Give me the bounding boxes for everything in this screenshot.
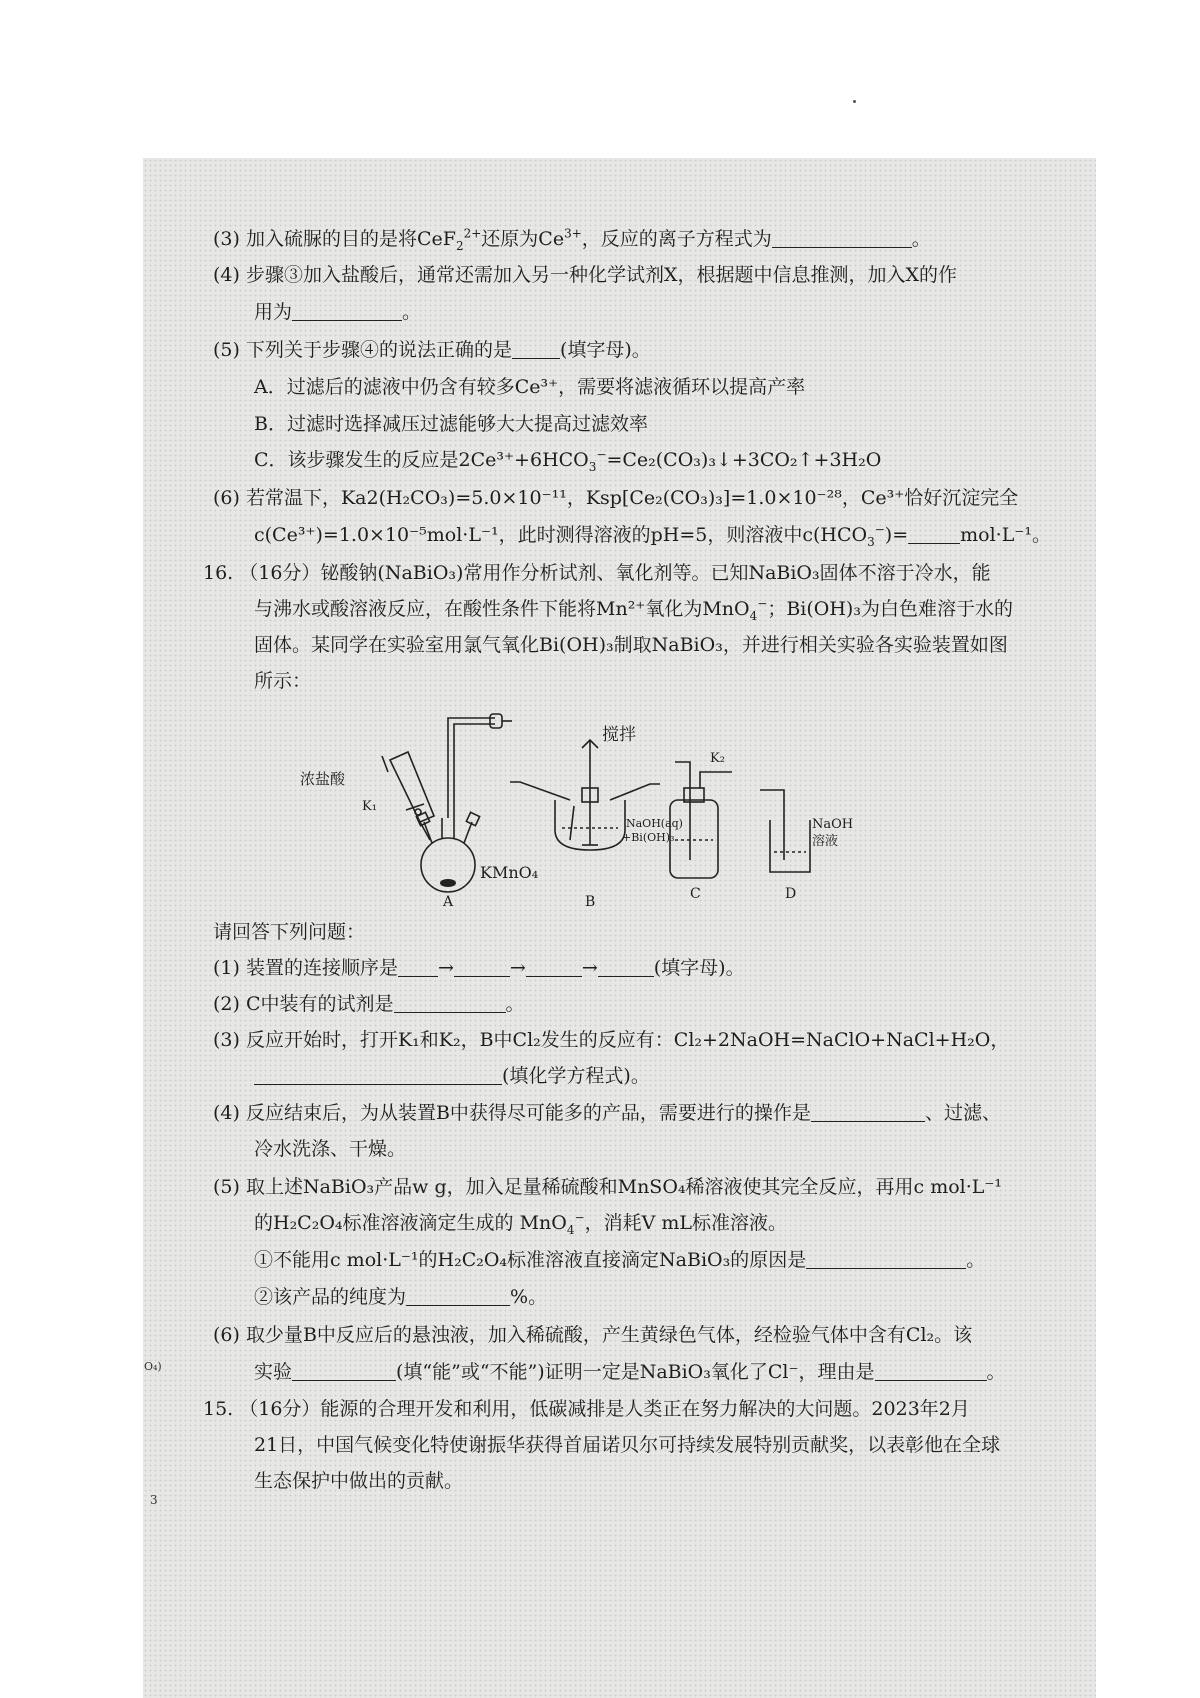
item-number: (6) [213,487,240,509]
answer-blank[interactable] [806,1250,966,1269]
q16-line3 [254,633,1008,657]
answer-blank[interactable] [406,1287,510,1306]
q5-option-a [254,375,805,399]
q16-3-text: 反应开始时，打开K₁和K₂，B中Cl₂发生的反应有：Cl₂+2NaOH=NaClO+NaCl+H₂O， [245,1029,1010,1051]
label-conc-hcl: 浓盐酸 [300,770,346,788]
page-number: 3 [150,1493,158,1507]
q-cont-3: (3) 加入硫脲的目的是将CeF$_2^{2+}$还原为$Ce^{3+}$，反应的离子方程式为 。 [213,226,931,253]
q16-3-end: (填化学方程式)。 [502,1065,650,1087]
dropping-funnel-icon [390,752,434,822]
permanganate-formula: MnO$_4$− [519,1210,585,1237]
q16-header-text: 16. （16分）铋酸钠(NaBiO₃)常用作分析试剂、氧化剂等。已知NaBiO₃固体不溶于冷水，能 [203,562,991,584]
q16-5-line2-text: ，消耗V mL标准溶液。 [584,1212,787,1234]
apparatus-diagram [300,700,920,910]
q16-4-line2-text: 冷水洗涤、干燥。 [254,1138,407,1160]
answer-blank[interactable] [526,958,582,977]
beaker-d-icon [770,820,810,872]
q16-line4-text: 所示： [254,670,312,692]
item-number: (1) [213,957,240,979]
permanganate-formula: MnO$_4$− [702,596,768,623]
prompt-text: 请回答下列问题： [213,921,366,943]
q3-text: 还原为Ce [481,228,565,250]
label-b-reagent1: NaOH(aq) [626,817,683,830]
answer-blank[interactable] [512,340,560,359]
q16-line2-text: ；Bi(OH)₃为白色难溶于水的 [767,598,1013,620]
q16-2 [213,992,525,1016]
q-cont-5 [213,338,651,362]
option-b-text: B．过滤时选择减压过滤能够大大提高过滤效率 [254,413,648,435]
q16-4-line2 [254,1137,406,1161]
q16-line2-text: 与沸水或酸溶液反应，在酸性条件下能将Mn²⁺氧化为 [254,598,703,620]
arrow-icon: → [437,957,454,979]
q16-3-line2 [254,1064,650,1088]
answer-blank[interactable] [394,994,506,1013]
q16-4 [213,1101,1001,1125]
item-number: (4) [213,264,240,286]
q16-5-sub1-text: ①不能用c mol·L⁻¹的H₂C₂O₄标准溶液直接滴定NaBiO₃的原因是 [254,1249,807,1271]
q16-5-line2-text: 的H₂C₂O₄标准溶液滴定生成的 [254,1212,514,1234]
option-c-text: =Ce₂(CO₃)₃↓+3CO₂↑+3H₂O [606,449,882,471]
q15-line2-text: 21日，中国气候变化特使谢振华获得首届诺贝尔可持续发展特别贡献奖，以表彰他在全球 [254,1434,1001,1456]
q16-6-text: 取少量B中反应后的悬浊液，加入稀硫酸，产生黄绿色气体，经检验气体中含有Cl₂。该 [245,1324,973,1346]
q16-5-sub1-end: 。 [966,1249,986,1271]
q16-2-text: C中装有的试剂是 [245,993,394,1015]
q16-prompt [213,920,365,944]
margin-fragment: O₄) [144,1360,162,1373]
q16-5-sub2-end: %。 [510,1286,548,1308]
q16-6-line2-text: 实验 [254,1361,293,1383]
q4-line2: 用为 [254,301,293,323]
option-c-text: C．该步骤发生的反应是2Ce³⁺+6 [254,449,543,471]
q16-5-sub2-text: ②该产品的纯度为 [254,1286,407,1308]
answer-blank[interactable] [398,958,438,977]
q6-line2: mol·L⁻¹。 [960,524,1051,546]
q16-2-end: 。 [505,993,525,1015]
q16-4-text: 反应结束后，为从装置B中获得尽可能多的产品，需要进行的操作是 [245,1102,811,1124]
q6-line1: 若常温下，Ka2(H₂CO₃)=5.0×10⁻¹¹，Ksp[Ce₂(CO₃)₃]=1.0×10⁻²⁸，Ce³⁺恰好沉淀完全 [245,487,1019,509]
label-b: B [585,894,596,910]
q16-4-text: 、过滤、 [924,1102,1001,1124]
item-number: (3) [213,1029,240,1051]
q3-text: ，反应的离子方程式为 [581,228,772,250]
answer-blank[interactable] [811,1103,925,1122]
q16-5-text: 取上述NaBiO₃产品w g，加入足量稀硫酸和MnSO₄稀溶液使其完全反应，再用c mol·L⁻¹ [245,1176,1003,1198]
label-b-reagent2: +Bi(OH)₃ [622,831,675,844]
answer-blank[interactable] [454,958,510,977]
q16-line4 [254,669,311,693]
q15-line3 [254,1469,463,1493]
answer-blank[interactable] [908,525,960,544]
label-stir: 搅拌 [602,725,636,745]
q16-1-text: 装置的连接顺序是 [245,957,398,979]
item-number: (4) [213,1102,240,1124]
arrow-icon: → [509,957,526,979]
q16-3 [213,1028,1009,1052]
arrow-icon: → [581,957,598,979]
q5-option-b [254,412,648,436]
label-d: D [785,886,797,902]
stray-dot [853,100,856,103]
q4-end: 。 [402,301,422,323]
q16-5 [213,1175,1002,1199]
q15-line1 [203,1397,970,1421]
label-k1: K₁ [362,799,377,814]
q15-line3-text: 生态保护中做出的贡献。 [254,1470,464,1492]
label-c: C [690,886,701,902]
q16-6-line2-text: (填“能”或“不能”)证明一定是NaBiO₃氧化了Cl⁻，理由是 [396,1361,875,1383]
item-number: (3) [213,228,240,250]
q-cont-4-line2 [254,300,421,324]
q16-5-line2 [254,1211,787,1235]
kmno4-solid-icon [440,879,456,887]
item-number: (2) [213,993,240,1015]
q3-end: 。 [911,228,931,250]
q16-1-end: (填字母)。 [653,957,745,979]
q16-5-sub1 [254,1248,985,1272]
answer-blank[interactable] [254,1066,502,1085]
q15-line2 [254,1433,1000,1457]
q-cont-6 [213,486,1018,510]
q16-6-line2 [254,1360,1006,1384]
q15-line1-text: 15. （16分）能源的合理开发和利用，低碳减排是人类正在努力解决的大问题。2023年2月 [203,1398,970,1420]
q4-line1: 步骤③加入盐酸后，通常还需加入另一种化学试剂X，根据题中信息推测，加入X的作 [245,264,958,286]
q6-line2: )= [884,524,909,546]
answer-blank[interactable] [292,1362,396,1381]
q16-6 [213,1323,972,1347]
label-a: A [443,894,454,910]
q16-line2 [254,597,1013,621]
q16-line3-text: 固体。某同学在实验室用氯气氧化Bi(OH)₃制取NaBiO₃，并进行相关实验各实验装置如图 [254,634,1008,656]
label-k2: K₂ [710,751,725,766]
item-number: (5) [213,339,240,361]
label-kmno4: KMnO₄ [480,863,539,882]
wash-bottle-c-icon [670,800,718,878]
q16-1 [213,956,745,980]
bicarbonate-formula: $HCO_3^-$ [820,522,885,549]
answer-blank[interactable] [772,229,912,248]
label-solution: 溶液 [812,834,839,849]
bicarbonate-formula: $HCO_3^-$ [542,447,607,474]
answer-blank[interactable] [292,302,402,321]
q-cont-6-line2 [254,523,1051,547]
label-naoh: NaOH [812,817,854,832]
q-cont-4 [213,263,957,287]
subscript-superscript: $_2^{2+}$ [455,226,482,253]
q5-stem: 下列关于步骤④的说法正确的是 [245,339,512,361]
option-a-text: A．过滤后的滤液中仍含有较多Ce³⁺，需要将滤液循环以提高产率 [254,376,806,398]
q3-text: 加入硫脲的目的是将CeF [245,228,456,250]
answer-blank[interactable] [598,958,654,977]
q16-6-end: 。 [986,1361,1006,1383]
q5-stem-end: (填字母)。 [559,339,651,361]
q6-line2: c(Ce³⁺)=1.0×10⁻⁵mol·L⁻¹，此时测得溶液的pH=5，则溶液中c( [254,524,821,546]
answer-blank[interactable] [875,1362,987,1381]
item-number: (6) [213,1324,240,1346]
q16-5-sub2 [254,1285,547,1309]
item-number: (5) [213,1176,240,1198]
q16-header [203,561,991,585]
q5-option-c [254,448,881,472]
